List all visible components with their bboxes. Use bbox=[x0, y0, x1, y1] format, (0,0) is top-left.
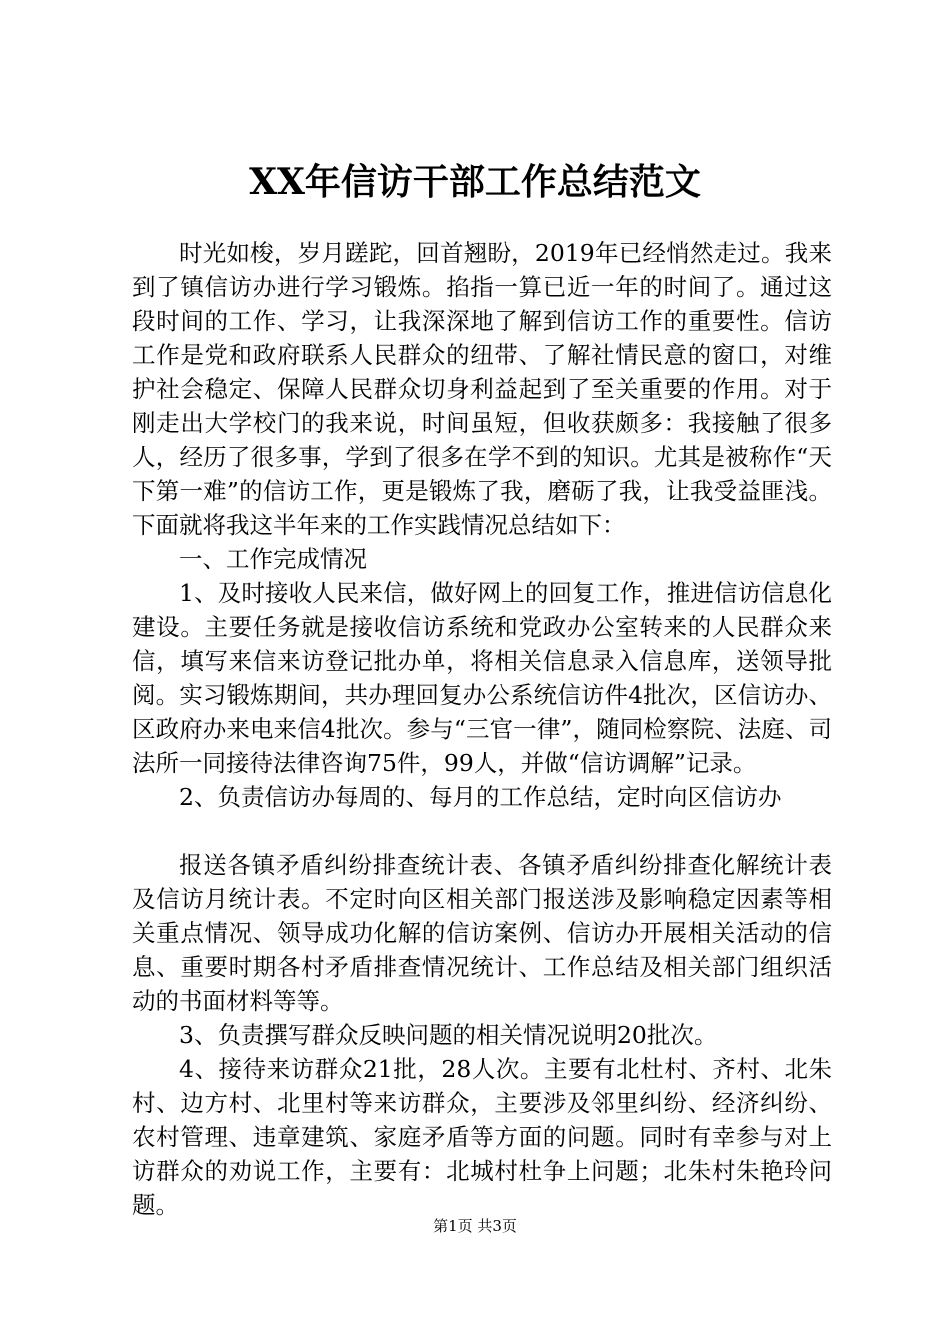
paragraph-item-2-continued: 报送各镇矛盾纠纷排查统计表、各镇矛盾纠纷排查化解统计表及信访月统计表。不定时向区相关部门报送涉及影响稳定因素等相关重点情况、领导成功化解的信访案例、信访办开展相关活动的信息、重要时期各村矛盾排查情况统计、工作总结及相关部门组织活动的书面材料等等。 bbox=[132, 851, 832, 1015]
body-text-block-1 bbox=[132, 236, 832, 814]
paragraph-item-2-start: 2、负责信访办每周的、每月的工作总结，定时向区信访办 bbox=[179, 783, 782, 811]
page-footer: 第1页 共3页 bbox=[433, 1217, 517, 1235]
document-title: XX年信访干部工作总结范文 bbox=[249, 161, 701, 203]
paragraph-item-4: 4、接待来访群众21批，28人次。主要有北杜村、齐村、北朱村、边方村、北里村等来访群众，主要涉及邻里纠纷、经济纠纷、农村管理、违章建筑、家庭矛盾等方面的问题。同时有幸参与对上访群众的劝说工作，主要有：北城村杜争上问题；北朱村朱艳玲问题。 bbox=[132, 1055, 832, 1219]
paragraph-item-1: 1、及时接收人民来信，做好网上的回复工作，推进信访信息化建设。主要任务就是接收信访系统和党政办公室转来的人民群众来信，填写来信来访登记批办单，将相关信息录入信息库，送领导批阅。实习锻炼期间，共办理回复办公系统信访件4批次，区信访办、区政府办来电来信4批次。参与“三官一律”，随同检察院、法庭、司法所一同接待法律咨询75件，99人，并做“信访调解”记录。 bbox=[132, 579, 832, 777]
body-text-block-2 bbox=[132, 848, 832, 1222]
paragraph-intro: 时光如梭，岁月蹉跎，回首翘盼，2019年已经悄然走过。我来到了镇信访办进行学习锻炼。掐指一算已近一年的时间了。通过这段时间的工作、学习，让我深深地了解到信访工作的重要性。信访工作是党和政府联系人民群众的纽带、了解社情民意的窗口，对维护社会稳定、保障人民群众切身利益起到了至关重要的作用。对于刚走出大学校门的我来说，时间虽短，但收获颇多：我接触了很多人，经历了很多事，学到了很多在学不到的知识。尤其是被称作“天下第一难”的信访工作，更是锻炼了我，磨砺了我，让我受益匪浅。下面就将我这半年来的工作实践情况总结如下： bbox=[132, 239, 832, 539]
section-heading-work-completion: 一、工作完成情况 bbox=[179, 545, 367, 573]
paragraph-item-3: 3、负责撰写群众反映问题的相关情况说明20批次。 bbox=[179, 1021, 718, 1049]
